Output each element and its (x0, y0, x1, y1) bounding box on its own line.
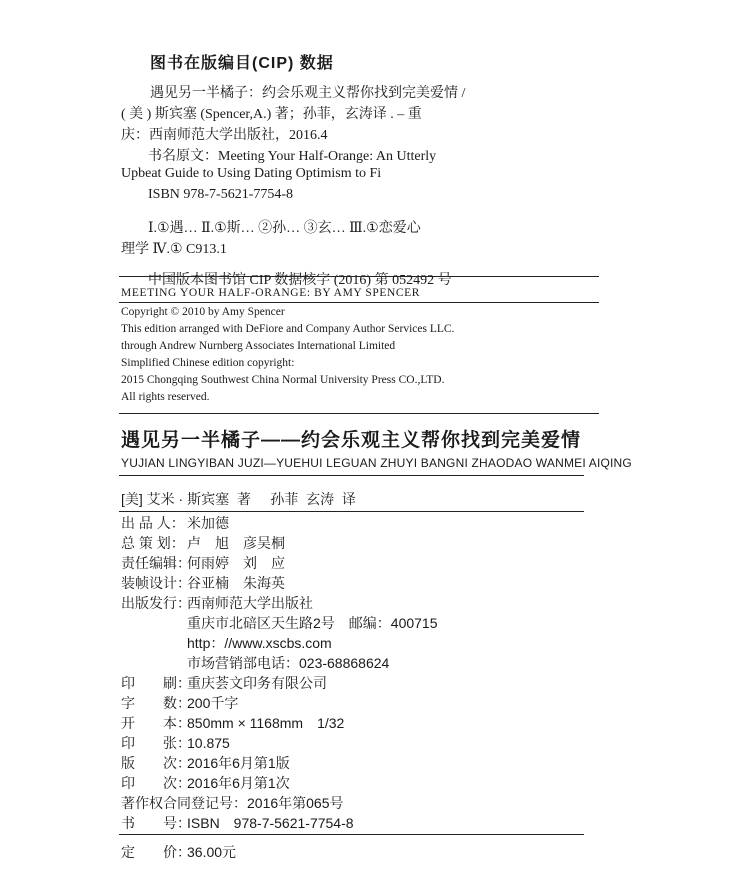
detail-designer (121, 573, 285, 593)
divider-price (119, 834, 584, 835)
detail-printing (121, 773, 290, 793)
cip-heading: 图书在版编目(CIP) 数据 (150, 55, 334, 72)
cip-line-4: 书名原文：Meeting Your Half-Orange: An Utterly (148, 149, 437, 164)
divider-top (119, 276, 599, 277)
detail-label: 版 次： (121, 755, 191, 771)
detail-value: 重庆荟文印务有限公司 (187, 675, 327, 691)
divider-middle (119, 413, 599, 414)
copyright-line: This edition arranged with DeFiore and Company Author Services LLC. (121, 323, 455, 335)
detail-label: 印 张： (121, 735, 191, 751)
detail-address (121, 613, 438, 633)
detail-phone (121, 653, 389, 673)
detail-value: 市场营销部电话：023-68868624 (187, 655, 390, 671)
cip-isbn: ISBN 978-7-5621-7754-8 (148, 187, 294, 202)
detail-label: 定 价： (121, 844, 191, 860)
detail-label: 开 本： (121, 715, 191, 731)
detail-label: 印 次： (121, 775, 191, 791)
cip-line-1: 遇见另一半橘子：约会乐观主义帮你找到完美爱情 / (150, 86, 466, 101)
detail-publisher (121, 593, 313, 613)
detail-editor (121, 553, 285, 573)
cip-line-5: Upbeat Guide to Using Dating Optimism to Fi (121, 166, 382, 181)
authors-translators: [美] 艾米 · 斯宾塞 著 孙菲 玄涛 译 (121, 491, 356, 507)
detail-value: 200千字 (187, 695, 239, 711)
detail-label: 字 数： (121, 695, 191, 711)
detail-label: 责任编辑： (121, 555, 191, 571)
cip-line-3: 庆：西南师范大学出版社，2016.4 (121, 128, 328, 143)
detail-planner (121, 533, 285, 553)
cip-classification-1: Ⅰ.①遇… Ⅱ.①斯… ②孙… ③玄… Ⅲ.①恋爱心 (148, 221, 421, 236)
detail-value: 卢 旭 彦吴桐 (187, 535, 285, 551)
detail-publisher-person (121, 513, 229, 533)
detail-value: 何雨婷 刘 应 (187, 555, 285, 571)
copyright-line: through Andrew Nurnberg Associates International Limited (121, 340, 396, 352)
detail-label: 出版发行： (121, 595, 191, 611)
detail-label: 总 策 划： (121, 535, 185, 551)
detail-sheets (121, 733, 230, 753)
detail-isbn (121, 813, 354, 833)
detail-copyright-contract (121, 793, 344, 813)
book-title-chinese: 遇见另一半橘子——约会乐观主义帮你找到完美爱情 (121, 430, 582, 451)
detail-value: 10.875 (187, 735, 230, 751)
cip-line-2: ( 美 ) 斯宾塞 (Spencer,A.) 著；孙菲，玄涛译 . – 重 (121, 107, 422, 122)
detail-label: 印 刷： (121, 675, 191, 691)
copyright-line: All rights reserved. (121, 391, 210, 403)
detail-value: http：//www.xscbs.com (187, 635, 332, 651)
cip-record-number: 中国版本图书馆 CIP 数据核字 (2016) 第 052492 号 (148, 273, 452, 288)
detail-value: ISBN 978-7-5621-7754-8 (187, 815, 354, 831)
detail-value: 西南师范大学出版社 (187, 595, 313, 611)
divider-title (119, 475, 584, 476)
detail-word-count (121, 693, 238, 713)
book-title-pinyin: YUJIAN LINGYIBAN JUZI—YUEHUI LEGUAN ZHUYI BANGNI ZHAODAO WANMEI AIQING (121, 456, 632, 470)
detail-value: 850mm × 1168mm 1/32 (187, 715, 345, 731)
detail-value: 2016年第065号 (247, 795, 344, 811)
detail-label: 书 号： (121, 815, 191, 831)
detail-value: 米加德 (187, 515, 229, 531)
detail-value: 36.00元 (187, 844, 237, 860)
original-title: MEETING YOUR HALF-ORANGE: BY AMY SPENCER (121, 287, 421, 299)
detail-printer (121, 673, 327, 693)
divider-authors (119, 511, 584, 512)
detail-value: 谷亚楠 朱海英 (187, 575, 285, 591)
copyright-line: 2015 Chongqing Southwest China Normal University Press CO.,LTD. (121, 374, 445, 386)
detail-value: 2016年6月第1次 (187, 775, 290, 791)
copyright-line: Simplified Chinese edition copyright: (121, 357, 295, 369)
divider-original-title (119, 302, 599, 303)
detail-website (121, 633, 332, 653)
detail-value: 重庆市北碚区天生路2号 邮编：400715 (187, 615, 438, 631)
detail-label: 著作权合同登记号： (121, 795, 247, 811)
detail-value: 2016年6月第1版 (187, 755, 290, 771)
detail-label: 装帧设计： (121, 575, 191, 591)
copyright-line: Copyright © 2010 by Amy Spencer (121, 306, 285, 318)
detail-format (121, 713, 344, 733)
detail-edition (121, 753, 290, 773)
detail-label: 出 品 人： (121, 515, 185, 531)
cip-classification-2: 理学 Ⅳ.① C913.1 (121, 242, 227, 257)
detail-price (121, 842, 236, 862)
